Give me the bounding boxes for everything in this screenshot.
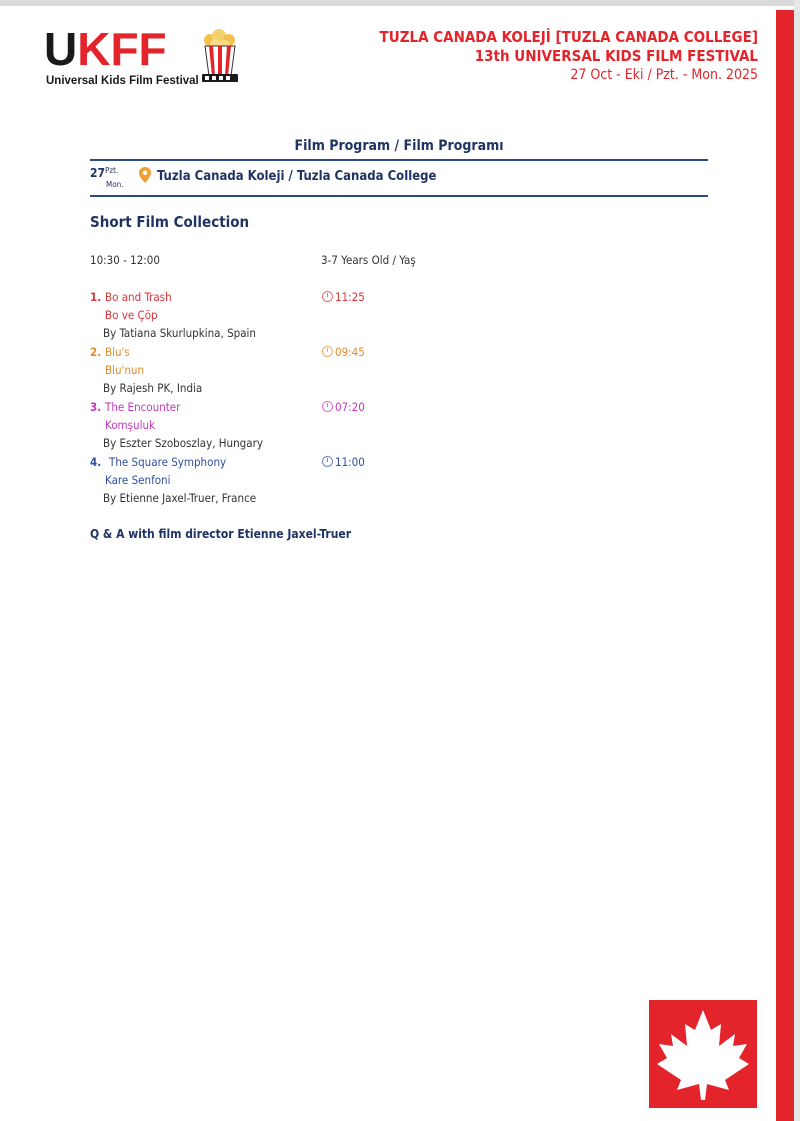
film-title: Bo and Trash xyxy=(105,290,172,304)
film-duration xyxy=(322,455,365,469)
film-number: 2. xyxy=(90,345,102,359)
logo-letters xyxy=(44,23,167,75)
film-director: By Tatiana Skurlupkina, Spain xyxy=(103,326,256,340)
film-duration xyxy=(322,345,365,359)
clock-icon xyxy=(322,291,333,302)
location-pin-icon xyxy=(139,167,151,183)
event-header xyxy=(380,28,758,84)
section-title: Short Film Collection xyxy=(90,213,250,231)
clock-icon xyxy=(322,401,333,412)
film-duration-value: 07:20 xyxy=(335,400,365,414)
film-number: 1. xyxy=(90,290,102,304)
qa-note: Q & A with film director Etienne Jaxel-Truer xyxy=(90,527,352,541)
school-name: TUZLA CANADA KOLEJİ [TUZLA CANADA COLLEGE] xyxy=(379,28,758,46)
maple-leaf-badge xyxy=(649,1000,757,1108)
film-duration xyxy=(322,400,365,414)
film-title: The Encounter xyxy=(105,400,181,414)
venue-name: Tuzla Canada Koleji / Tuzla Canada College xyxy=(157,169,437,184)
film-director: By Etienne Jaxel-Truer, France xyxy=(103,491,257,505)
ukff-logo xyxy=(44,23,244,90)
film-duration-value: 11:25 xyxy=(335,290,365,304)
film-title-tr: Bo ve Çöp xyxy=(105,308,158,322)
session-time: 10:30 - 12:00 xyxy=(90,253,160,267)
logo-letter-u: U xyxy=(44,23,78,75)
page-right-edge xyxy=(794,0,800,1121)
date-weekday-tr: Pzt. xyxy=(105,166,119,175)
logo-subtitle: Universal Kids Film Festival xyxy=(46,75,199,87)
clock-icon xyxy=(322,346,333,357)
session-age: 3-7 Years Old / Yaş xyxy=(321,253,416,267)
film-duration-value: 09:45 xyxy=(335,345,365,359)
film-director: By Eszter Szoboszlay, Hungary xyxy=(103,436,263,450)
film-title: The Square Symphony xyxy=(109,455,227,469)
date-weekday-en: Mon. xyxy=(106,180,124,189)
red-side-bar xyxy=(776,10,794,1121)
film-number: 3. xyxy=(90,400,102,414)
film-director: By Rajesh PK, India xyxy=(103,381,203,395)
program-title: Film Program / Film Programı xyxy=(294,138,504,154)
film-title-tr: Blu'nun xyxy=(105,363,145,377)
film-number: 4. xyxy=(90,455,102,469)
divider-top xyxy=(90,159,708,161)
maple-leaf-icon xyxy=(649,1000,757,1108)
logo-letters-kff: KFF xyxy=(77,23,167,75)
clock-icon xyxy=(322,456,333,467)
film-duration-value: 11:00 xyxy=(335,455,365,469)
film-title-tr: Kare Senfoni xyxy=(105,473,171,487)
film-duration xyxy=(322,290,365,304)
page-top-edge xyxy=(0,0,800,6)
event-date: 27 Oct - Eki / Pzt. - Mon. 2025 xyxy=(570,67,758,83)
popcorn-icon xyxy=(200,28,240,84)
festival-name: 13th UNIVERSAL KIDS FILM FESTIVAL xyxy=(474,47,758,65)
film-title-tr: Komşuluk xyxy=(105,418,155,432)
film-title: Blu's xyxy=(105,345,130,359)
divider-bottom xyxy=(90,195,708,197)
date-day: 27 xyxy=(90,166,106,180)
